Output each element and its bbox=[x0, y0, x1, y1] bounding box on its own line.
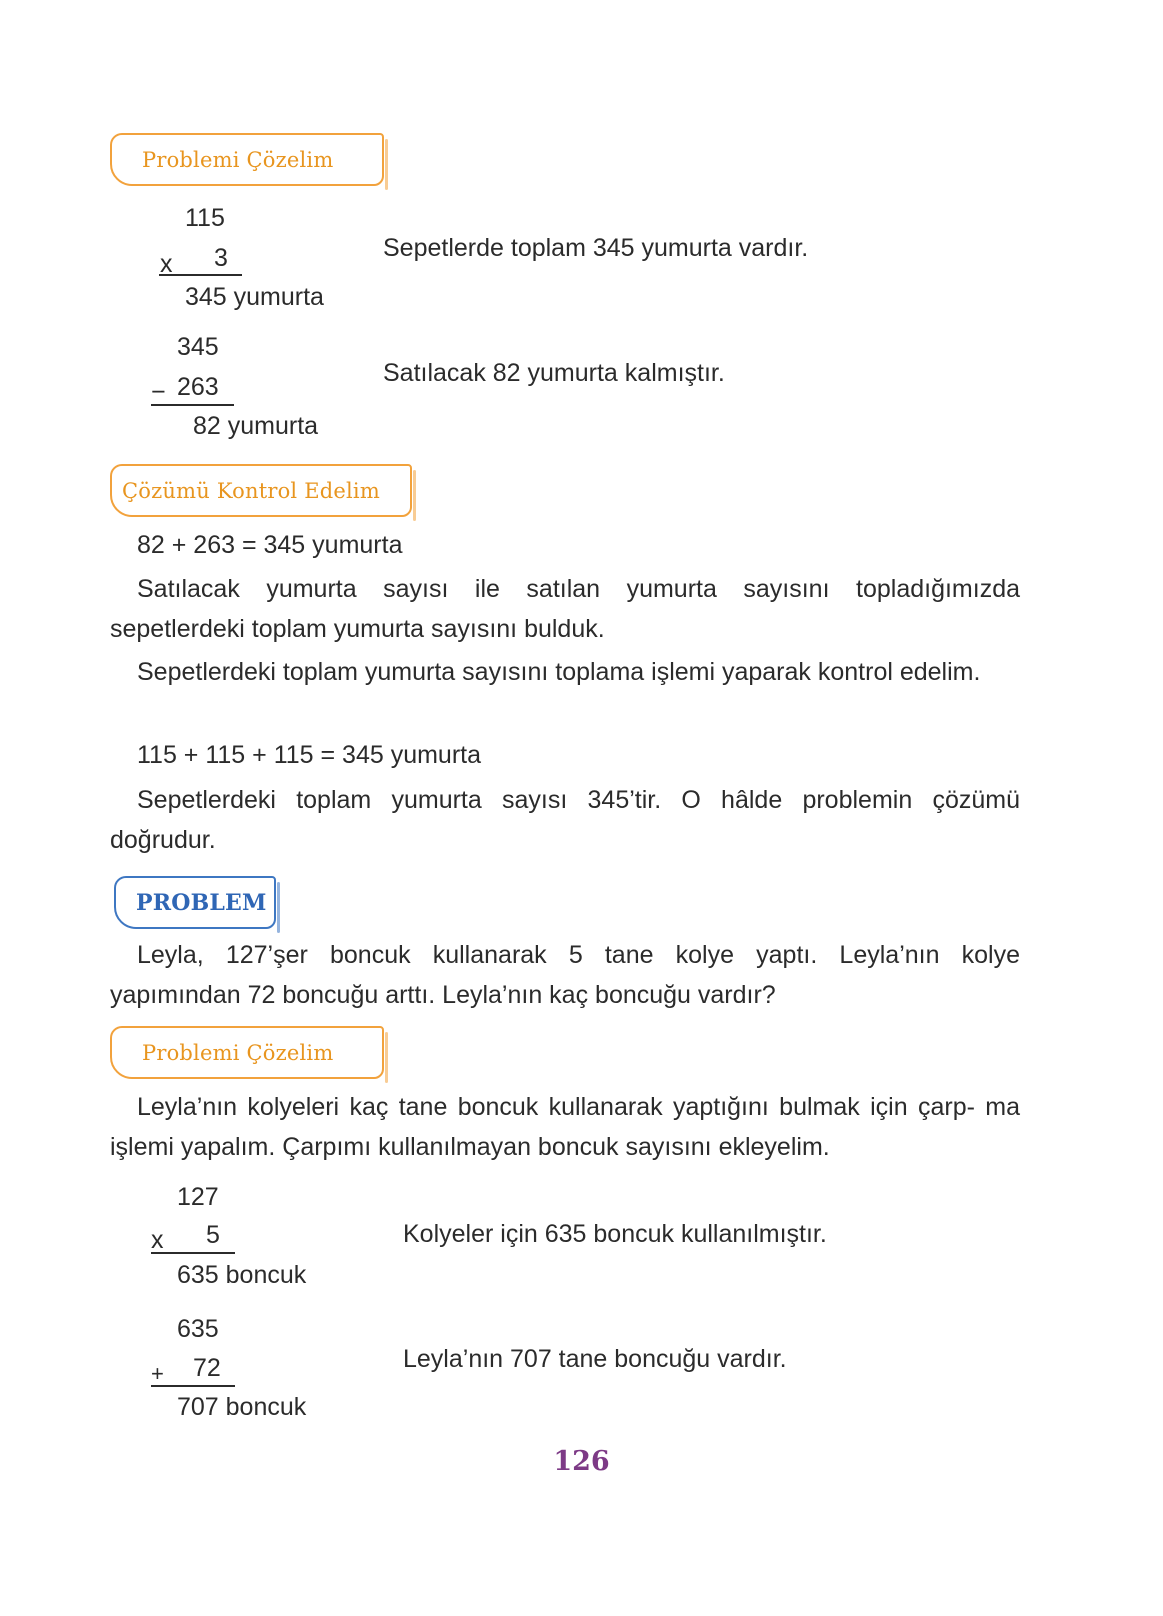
check-paragraph-2 bbox=[110, 652, 1020, 692]
problemi-cozelim-tab-1-label: Problemi Çözelim bbox=[142, 147, 334, 172]
problemi-cozelim-tab-1 bbox=[110, 133, 384, 186]
mult2-note: Kolyeler için 635 boncuk kullanılmıştır. bbox=[403, 1220, 827, 1248]
add1-note: Leyla’nın 707 tane boncuğu vardır. bbox=[403, 1345, 787, 1373]
problemi-cozelim-tab-2 bbox=[110, 1026, 384, 1079]
solution-intro bbox=[110, 1087, 1020, 1167]
add1-result: 707 boncuk bbox=[177, 1393, 307, 1421]
problemi-cozelim-tab-2-label: Problemi Çözelim bbox=[142, 1040, 334, 1065]
check-paragraph-2-text: Sepetlerdeki toplam yumurta sayısını toplama işlemi yaparak kontrol edelim. bbox=[137, 658, 981, 686]
solution-intro-text: Leyla’nın kolyeleri kaç tane boncuk kullanarak yaptığını bulmak için çarp- ma işlemi yapalım. Çarpımı kullanılmayan boncuk sayısını ekleyelim. bbox=[110, 1093, 1020, 1161]
add1-bottom: 72 bbox=[193, 1354, 221, 1382]
sub1-bottom: 263 bbox=[177, 373, 219, 401]
sub1-note: Satılacak 82 yumurta kalmıştır. bbox=[383, 359, 725, 387]
add1-top: 635 bbox=[177, 1315, 219, 1343]
mult1-rule bbox=[159, 274, 242, 276]
sub1-top: 345 bbox=[177, 333, 219, 361]
mult1-top: 115 bbox=[185, 204, 225, 232]
check-equation-1: 82 + 263 = 345 yumurta bbox=[137, 531, 403, 559]
mult2-rule bbox=[151, 1252, 235, 1254]
problem-statement bbox=[110, 935, 1020, 1015]
mult1-result: 345 yumurta bbox=[185, 283, 324, 311]
sub1-operator: − bbox=[151, 378, 166, 406]
mult2-bottom: 5 bbox=[206, 1221, 220, 1249]
check-paragraph-3-text: Sepetlerdeki toplam yumurta sayısı 345’tir. O hâlde problemin çözümü doğrudur. bbox=[110, 786, 1020, 854]
check-paragraph-1-text: Satılacak yumurta sayısı ile satılan yumurta sayısını topladığımızda sepetlerdeki toplam yumurta sayısını bulduk. bbox=[110, 575, 1020, 643]
mult1-operator: x bbox=[160, 250, 173, 278]
problem-statement-text: Leyla, 127’şer boncuk kullanarak 5 tane kolye yaptı. Leyla’nın kolye yapımından 72 boncuğu arttı. Leyla’nın kaç boncuğu vardır? bbox=[110, 941, 1020, 1009]
check-equation-2: 115 + 115 + 115 = 345 yumurta bbox=[137, 741, 482, 769]
mult2-result: 635 boncuk bbox=[177, 1261, 307, 1289]
check-paragraph-1 bbox=[110, 569, 1020, 649]
mult2-operator: x bbox=[151, 1226, 164, 1254]
mult2-top: 127 bbox=[177, 1183, 219, 1211]
mult1-note: Sepetlerde toplam 345 yumurta vardır. bbox=[383, 234, 809, 262]
check-paragraph-3 bbox=[110, 780, 1020, 860]
cozumu-kontrol-edelim-tab-label: Çözümü Kontrol Edelim bbox=[122, 478, 380, 503]
page-number: 126 bbox=[553, 1446, 610, 1477]
sub1-result: 82 yumurta bbox=[193, 412, 319, 440]
mult1-bottom: 3 bbox=[214, 244, 228, 272]
cozumu-kontrol-edelim-tab bbox=[110, 464, 412, 517]
problem-tab-label: PROBLEM bbox=[136, 889, 267, 916]
problem-tab bbox=[114, 876, 276, 929]
add1-operator: + bbox=[151, 1361, 164, 1386]
